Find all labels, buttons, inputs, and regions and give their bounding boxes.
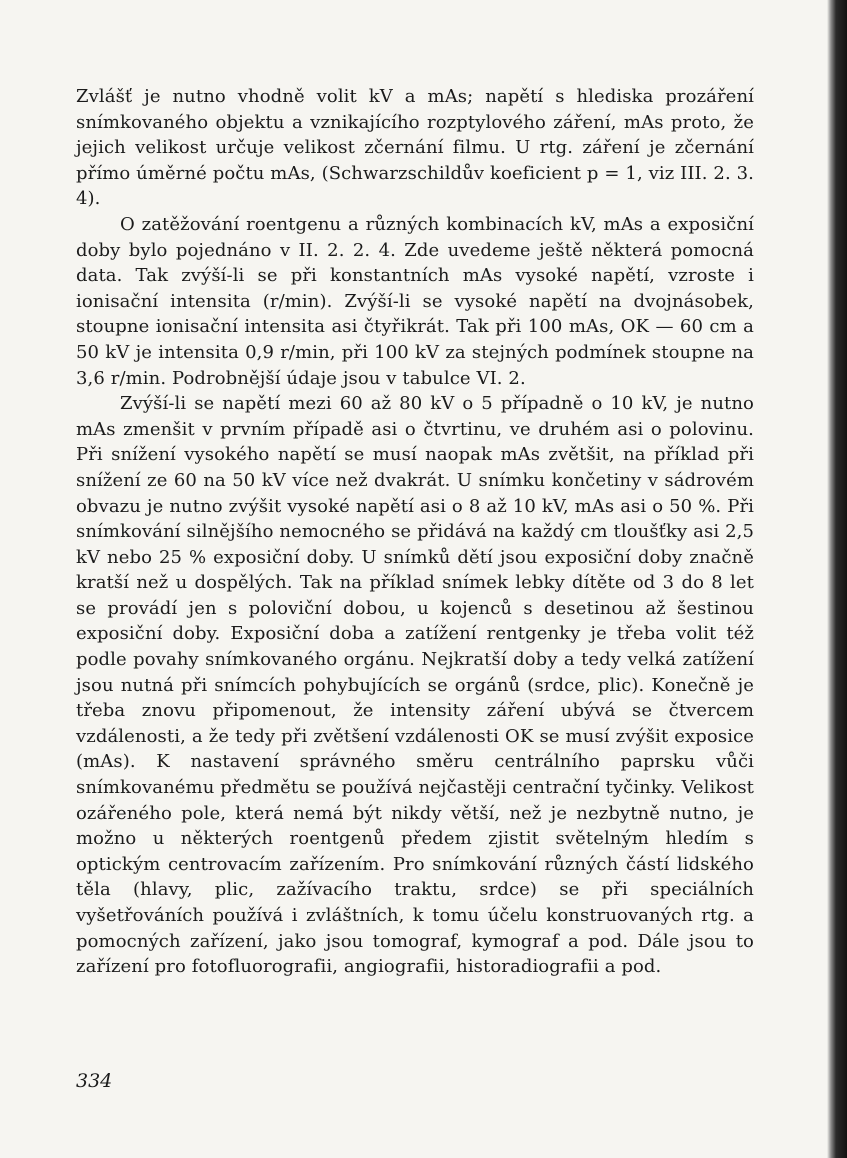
page-number: 334: [76, 1070, 113, 1092]
page-edge-shadow: [827, 0, 847, 1158]
paragraph-1: Zvlášť je nutno vhodně volit kV a mAs; napětí s hlediska prozáření snímkovaného objektu a vznikajícího rozptylového záření, mAs proto, že jejich velikost určuje velikost zčernání filmu. U rtg. záření je zčernání přímo úměrné počtu mAs, (Schwarzschildův koeficient p = 1, viz III. 2. 3. 4).: [76, 86, 754, 210]
paragraph-2: O zatěžování roentgenu a různých kombinacích kV, mAs a exposiční doby bylo pojednáno v II. 2. 2. 4. Zde uvedeme ještě některá pomocná data. Tak zvýší-li se při konstantních mAs vysoké napětí, vzroste i ionisační intensita (r/min). Zvýší-li se vysoké napětí na dvojnásobek, stoupne ionisační intensita asi čtyřikrát. Tak při 100 mAs, OK — 60 cm a 50 kV je intensita 0,9 r/min, při 100 kV za stejných podmínek stoupne na 3,6 r/min. Podrobnější údaje jsou v tabulce VI. 2.: [76, 213, 754, 389]
body-text: [76, 84, 754, 980]
paragraph-3: Zvýší-li se napětí mezi 60 až 80 kV o 5 případně o 10 kV, je nutno mAs zmenšit v prvním případě asi o čtvrtinu, ve druhém asi o polovinu. Při snížení vysokého napětí se musí naopak mAs zvětšit, na příklad při snížení ze 60 na 50 kV více než dvakrát. U snímku končetiny v sádrovém obvazu je nutno zvýšit vysoké napětí asi o 8 až 10 kV, mAs asi o 50 %. Při snímkování silnějšího nemocného se přidává na každý cm tloušťky asi 2,5 kV nebo 25 % exposiční doby. U snímků dětí jsou exposiční doby značně kratší než u dospělých. Tak na příklad snímek lebky dítěte od 3 do 8 let se provádí jen s poloviční dobou, u kojenců s desetinou až šestinou exposiční doby. Exposiční doba a zatížení rentgenky je třeba volit též podle povahy snímkovaného orgánu. Nejkratší doby a tedy velká zatížení jsou nutná při snímcích pohybujících se orgánů (srdce, plic). Konečně je třeba znovu připomenout, že intensity záření ubývá se čtvercem vzdálenosti, a že tedy při zvětšení vzdálenosti OK se musí zvýšit exposice (mAs). K nastavení správného směru centrálního paprsku vůči snímkovanému předmětu se používá nejčastěji centrační tyčinky. Velikost ozářeného pole, která nemá být nikdy větší, než je nezbytně nutno, je možno u některých roentgenů předem zjistit světelným hledím s optickým centrovacím zařízením. Pro snímkování různých částí lidského těla (hlavy, plic, zažívacího traktu, srdce) se při speciálních vyšetřováních používá i zvláštních, k tomu účelu konstruovaných rtg. a pomocných zařízení, jako jsou tomograf, kymograf a pod. Dále jsou to zařízení pro fotofluorografii, angiografii, historadiografii a pod.: [76, 393, 754, 978]
